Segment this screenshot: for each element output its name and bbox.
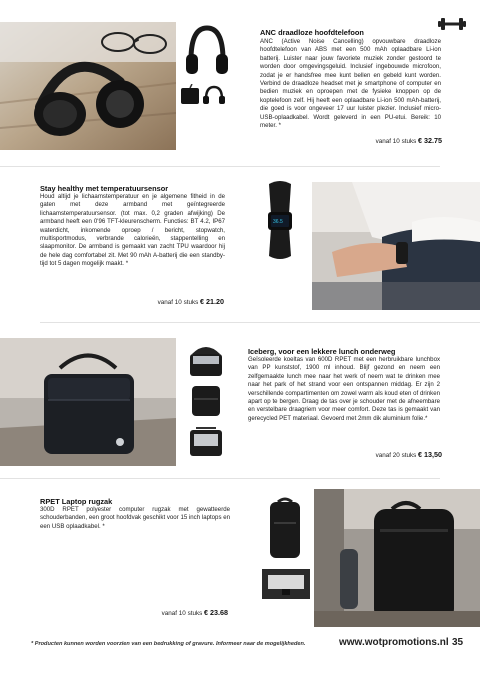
backpack-detail-photo (262, 569, 310, 599)
footer-disclaimer: * Producten kunnen worden voorzien van een bedrukking of gravure. Informeer naar de mogelijkheden. (31, 641, 306, 647)
cooler-bag-open-photo (184, 340, 228, 378)
price-quantity: vanaf 10 stuks (375, 138, 417, 145)
product-description: Houd altijd je lichaamstemperatuur en je algemene fitheid in de gaten met deze armband met geïntegreerde lichaamstemperatuursensor. (tot max. 0,2 graden afwijking) De armband heeft een 0'96 TFT-kleurenscherm. Functies: BT 4.2, IP67 waterdicht, inkomende oproep / bericht, stopwatch, multisportmodus, verbrande calorieën, stappentelling en slaapmonitor. De armband is gemaakt van zacht TPU waardoor hij de hele dag comfortabel zit. Met 90 mAh A-batterij die een standby-tijd tot 5 dagen mogelijk maakt. * (40, 193, 225, 268)
svg-text:36.5: 36.5 (273, 219, 283, 225)
section-divider (40, 322, 480, 323)
page-number: 35 (452, 637, 464, 648)
cooler-bag-side-photo (184, 382, 228, 418)
price-value: € 23.68 (204, 608, 228, 617)
fitness-band-lifestyle-photo (312, 182, 480, 310)
price-value: € 21.20 (200, 297, 224, 306)
headphones-pouch-photo (178, 84, 202, 106)
section-divider (0, 166, 440, 167)
headphones-product-photo (183, 24, 231, 80)
cooler-bag-lifestyle-photo (0, 338, 176, 466)
price-value: € 32.75 (418, 136, 442, 145)
headphones-lifestyle-photo (0, 22, 176, 150)
product-description: 300D RPET polyester computer rugzak met gewatteerde schouderbanden, een groot hoofdvak geschikt voor 15 inch laptops en een USB oplaadkabel. * (40, 506, 230, 530)
product-price (162, 608, 228, 617)
product-title: ANC draadloze hoofdtelefoon (260, 28, 364, 37)
section-divider (0, 478, 440, 479)
price-quantity: vanaf 10 stuks (161, 610, 203, 617)
backpack-product-photo (260, 496, 310, 562)
product-price (158, 297, 224, 306)
price-value: € 13,50 (418, 450, 442, 459)
product-title: RPET Laptop rugzak (40, 497, 113, 506)
headphones-small-photo (202, 85, 226, 105)
footer-website[interactable]: www.wotpromotions.nl (339, 637, 449, 648)
product-price (376, 136, 442, 145)
product-title: Stay healthy met temperatuursensor (40, 184, 169, 193)
lunchbox-photo (184, 422, 228, 460)
price-quantity: vanaf 10 stuks (157, 299, 199, 306)
product-description: Geïsoleerde koeltas van 600D RPET met een herbruikbare lunchbox van PP kunststof, 1900 ml inhoud. Blijf gezond en neem een zelfgemaakte lunch mee naar het werk of neem wat te drinken mee naar het park of het strand voor een ontspannen middag. Er zijn 2 verschillende compartimenten om zowel warm als koud eten of drinken apart op te bergen. Draag de tas over je schouder met de afneembare en verstelbare draagriem voor meer comfort. Deze tas is gemaakt van gerecycled PET materiaal. Gevoerd met 2mm dik aluminium folie.* (248, 356, 440, 422)
fitness-band-product-photo (255, 180, 305, 260)
product-description: ANC (Active Noise Cancelling) opvouwbare draadloze hoofdtelefoon van ABS met een 500 mAh oplaadbare Li-ion batterij. Luister naar jouw favoriete muziek zonder gestoord te worden door omgevingsgeluid. Inclusief ingebouwde microfoon, zodat je er handsfree mee kunt bellen en gebeld kunt worden. Verbind de draadloze headset met je smartphone of computer en bedien muziek en oproepen met de fysieke knoppen op de koptelefoon zelf. Hij heeft een oplaadbare Li-ion 500 mAh-batterij, die goed is voor ongeveer 17 uur luister plezier. Inclusief micro-USB-oplaadkabel. Wordt geleverd in een PU-etui. Bereik: 10 meter. * (260, 38, 441, 130)
backpack-lifestyle-photo (314, 489, 480, 627)
product-title: Iceberg, voor een lekkere lunch onderweg (248, 347, 396, 356)
price-quantity: vanaf 20 stuks (375, 452, 417, 459)
product-price (376, 450, 442, 459)
